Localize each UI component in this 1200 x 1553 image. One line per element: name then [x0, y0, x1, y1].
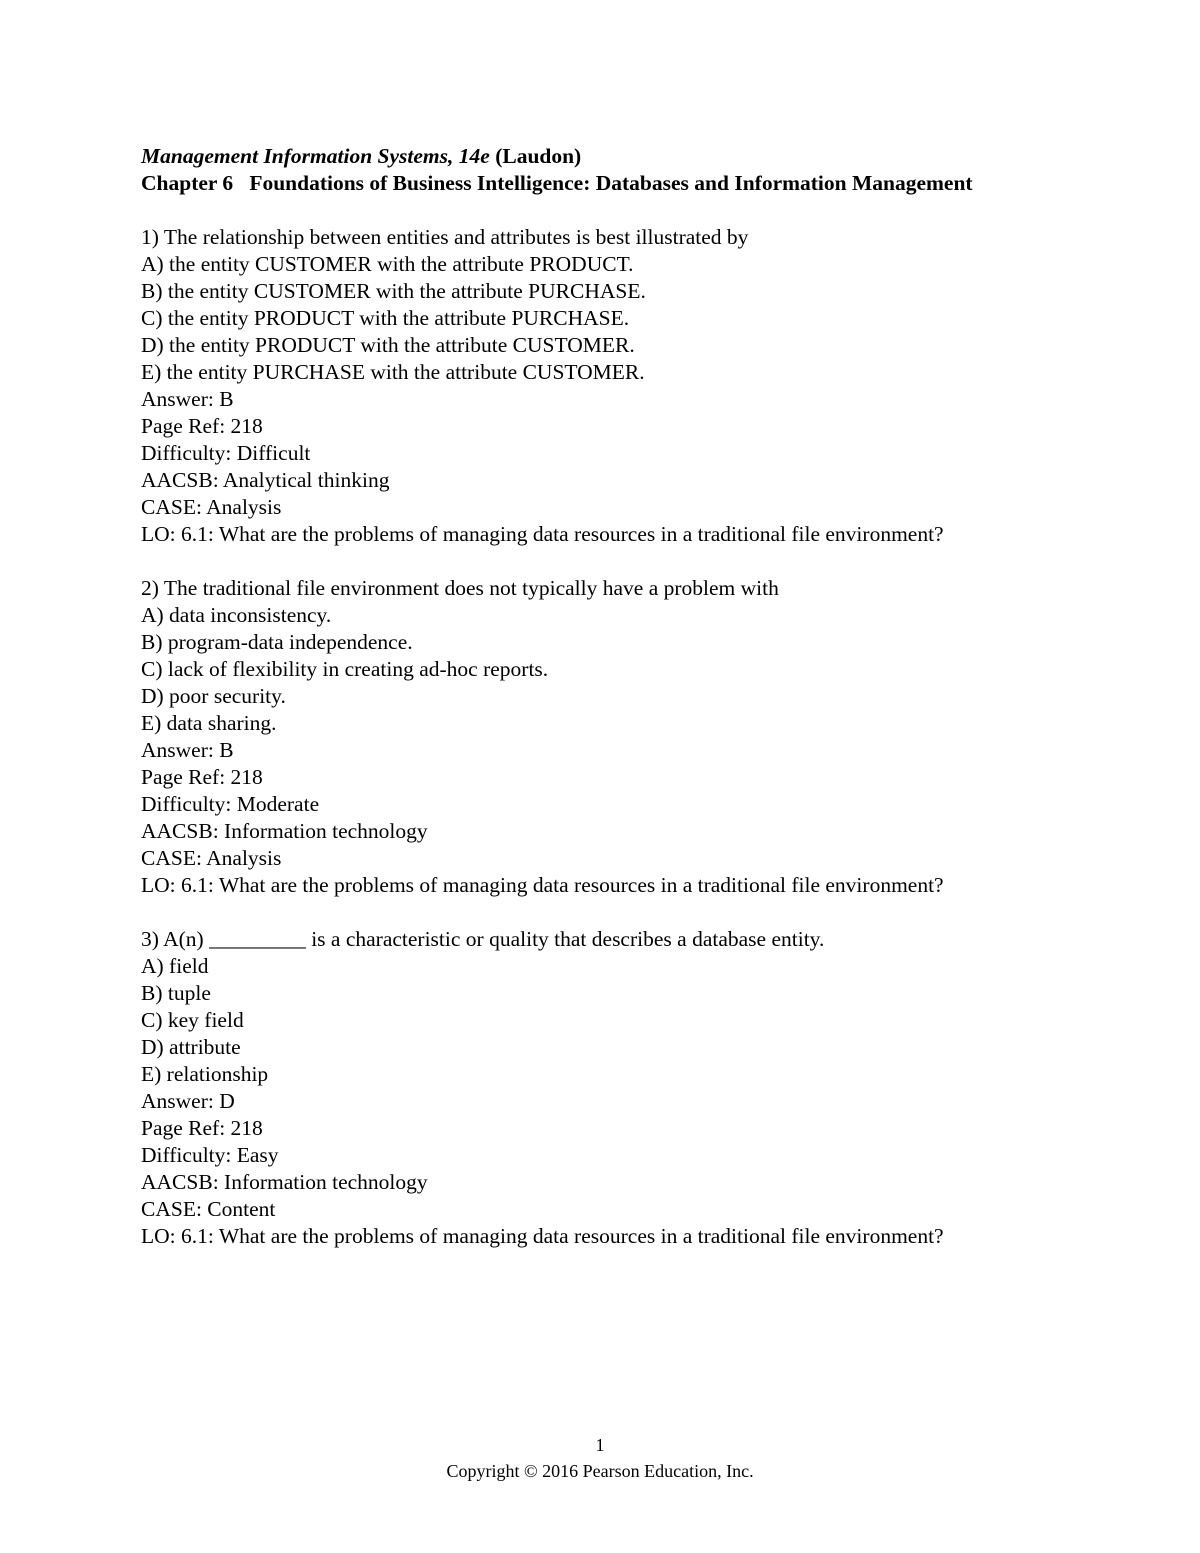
page-number: 1	[595, 1435, 605, 1455]
answer: Answer: D	[141, 1089, 235, 1113]
question-2	[141, 575, 1151, 899]
page-ref: Page Ref: 218	[141, 1116, 263, 1140]
answer: Answer: B	[141, 387, 234, 411]
question-1	[141, 224, 1151, 548]
question-stem: 3) A(n) _________ is a characteristic or quality that describes a database entity.	[141, 927, 825, 951]
option-e: E) the entity PURCHASE with the attribute CUSTOMER.	[141, 360, 645, 384]
learning-objective: LO: 6.1: What are the problems of managing data resources in a traditional file environment?	[141, 873, 944, 897]
book-title: Management Information Systems, 14e	[141, 144, 490, 168]
option-c: C) the entity PRODUCT with the attribute PURCHASE.	[141, 306, 630, 330]
question-stem: 2) The traditional file environment does not typically have a problem with	[141, 576, 779, 600]
difficulty: Difficulty: Easy	[141, 1143, 279, 1167]
difficulty: Difficulty: Difficult	[141, 441, 311, 465]
aacsb: AACSB: Information technology	[141, 1170, 428, 1194]
difficulty: Difficulty: Moderate	[141, 792, 320, 816]
answer: Answer: B	[141, 738, 234, 762]
question-3	[141, 926, 1151, 1250]
option-c: C) key field	[141, 1008, 244, 1032]
option-e: E) data sharing.	[141, 711, 277, 735]
option-e: E) relationship	[141, 1062, 269, 1086]
option-a: A) data inconsistency.	[141, 603, 332, 627]
option-d: D) poor security.	[141, 684, 286, 708]
aacsb: AACSB: Analytical thinking	[141, 468, 390, 492]
option-a: A) the entity CUSTOMER with the attribute PRODUCT.	[141, 252, 634, 276]
chapter-label: Chapter 6	[141, 171, 234, 195]
case: CASE: Content	[141, 1197, 276, 1221]
aacsb: AACSB: Information technology	[141, 819, 428, 843]
case: CASE: Analysis	[141, 495, 282, 519]
copyright-notice: Copyright © 2016 Pearson Education, Inc.	[446, 1461, 754, 1481]
option-b: B) the entity CUSTOMER with the attribute PURCHASE.	[141, 279, 646, 303]
document-body	[141, 143, 1151, 1250]
chapter-title: Foundations of Business Intelligence: Databases and Information Management	[249, 171, 973, 195]
chapter-heading	[141, 170, 1151, 197]
case: CASE: Analysis	[141, 846, 282, 870]
page-ref: Page Ref: 218	[141, 414, 263, 438]
learning-objective: LO: 6.1: What are the problems of managing data resources in a traditional file environment?	[141, 522, 944, 546]
option-a: A) field	[141, 954, 209, 978]
page-ref: Page Ref: 218	[141, 765, 263, 789]
learning-objective: LO: 6.1: What are the problems of managing data resources in a traditional file environment?	[141, 1224, 944, 1248]
option-c: C) lack of flexibility in creating ad-hoc reports.	[141, 657, 549, 681]
option-d: D) attribute	[141, 1035, 241, 1059]
option-b: B) program-data independence.	[141, 630, 413, 654]
question-stem: 1) The relationship between entities and attributes is best illustrated by	[141, 225, 749, 249]
option-d: D) the entity PRODUCT with the attribute CUSTOMER.	[141, 333, 635, 357]
book-author: (Laudon)	[495, 144, 582, 168]
option-b: B) tuple	[141, 981, 211, 1005]
book-heading	[141, 143, 1151, 170]
